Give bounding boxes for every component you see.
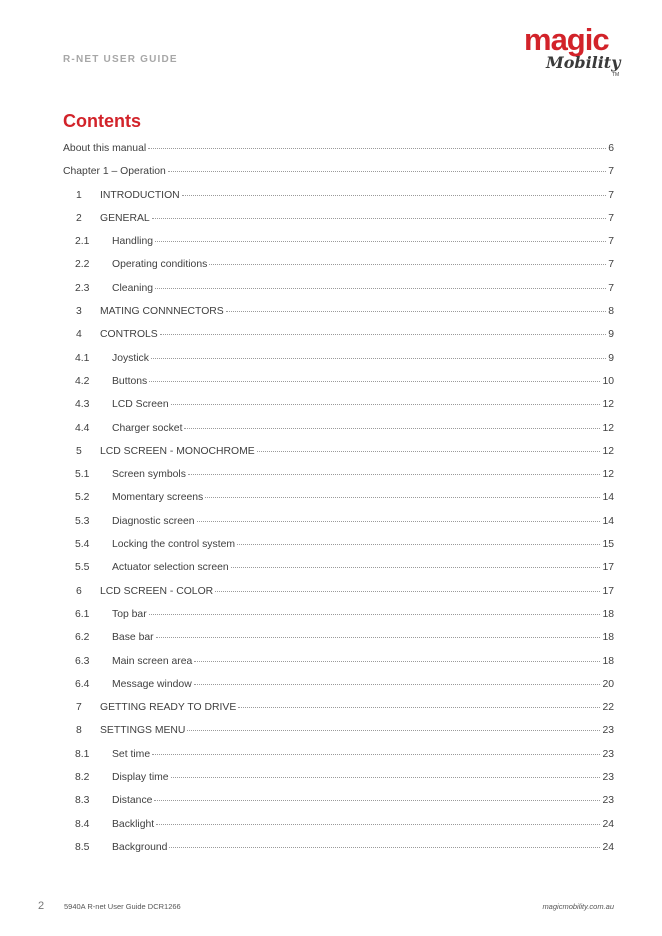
toc-entry-label: SETTINGS MENU bbox=[100, 725, 186, 737]
toc-entry-number: 5.2 bbox=[75, 492, 90, 504]
toc-entry[interactable] bbox=[63, 533, 614, 556]
toc-entry-label: Cleaning bbox=[112, 282, 154, 294]
toc-entry-label: Charger socket bbox=[112, 422, 183, 434]
toc-dot-leader bbox=[156, 824, 600, 825]
toc-dot-leader bbox=[205, 497, 600, 498]
toc-entry-label: Display time bbox=[112, 772, 169, 784]
toc-entry-number: 4.2 bbox=[75, 375, 90, 387]
table-of-contents bbox=[63, 137, 614, 859]
toc-dot-leader bbox=[169, 847, 600, 848]
toc-entry-label: Main screen area bbox=[112, 655, 193, 667]
toc-dot-leader bbox=[257, 451, 601, 452]
toc-entry-label: Actuator selection screen bbox=[112, 562, 229, 574]
toc-entry[interactable] bbox=[63, 277, 614, 300]
toc-entry[interactable] bbox=[63, 766, 614, 789]
toc-dot-leader bbox=[209, 264, 606, 265]
toc-dot-leader bbox=[171, 777, 601, 778]
toc-entry-number: 8.3 bbox=[75, 795, 90, 807]
toc-entry-page: 7 bbox=[608, 259, 614, 271]
toc-entry-page: 12 bbox=[602, 399, 614, 411]
toc-entry-number: 8 bbox=[76, 725, 82, 737]
toc-entry-page: 7 bbox=[608, 166, 614, 178]
toc-entry-number: 8.2 bbox=[75, 772, 90, 784]
toc-entry-number: 5.4 bbox=[75, 539, 90, 551]
toc-entry[interactable] bbox=[63, 323, 614, 346]
toc-entry-page: 7 bbox=[608, 189, 614, 201]
footer-document-id: 5940A R-net User Guide DCR1266 bbox=[64, 902, 181, 911]
toc-entry[interactable] bbox=[63, 789, 614, 812]
toc-entry-label: LCD SCREEN - MONOCHROME bbox=[100, 445, 255, 457]
toc-entry-page: 10 bbox=[602, 375, 614, 387]
toc-entry-label: Backlight bbox=[112, 818, 155, 830]
toc-dot-leader bbox=[168, 171, 606, 172]
toc-entry-label: Chapter 1 – Operation bbox=[63, 166, 166, 178]
toc-entry[interactable] bbox=[63, 603, 614, 626]
toc-entry[interactable] bbox=[63, 230, 614, 253]
toc-entry[interactable] bbox=[63, 253, 614, 276]
toc-entry-number: 4 bbox=[76, 329, 82, 341]
magic-mobility-logo bbox=[520, 24, 620, 82]
toc-dot-leader bbox=[149, 614, 601, 615]
toc-entry-number: 2.3 bbox=[75, 282, 90, 294]
toc-entry-page: 24 bbox=[602, 841, 614, 853]
toc-entry-number: 2.2 bbox=[75, 259, 90, 271]
toc-entry[interactable] bbox=[63, 393, 614, 416]
toc-entry[interactable] bbox=[63, 813, 614, 836]
toc-entry-label: CONTROLS bbox=[100, 329, 158, 341]
toc-entry-page: 23 bbox=[602, 748, 614, 760]
toc-entry-page: 12 bbox=[602, 469, 614, 481]
toc-entry[interactable] bbox=[63, 510, 614, 533]
toc-entry[interactable] bbox=[63, 160, 614, 183]
toc-entry-number: 1 bbox=[76, 189, 82, 201]
toc-entry[interactable] bbox=[63, 556, 614, 579]
toc-entry-label: About this manual bbox=[63, 143, 147, 154]
toc-entry[interactable] bbox=[63, 184, 614, 207]
toc-dot-leader bbox=[188, 474, 601, 475]
toc-entry[interactable] bbox=[63, 673, 614, 696]
toc-dot-leader bbox=[155, 288, 606, 289]
toc-entry[interactable] bbox=[63, 626, 614, 649]
toc-entry-number: 2.1 bbox=[75, 236, 90, 248]
logo-word: magic bbox=[524, 22, 609, 57]
toc-dot-leader bbox=[148, 148, 606, 149]
toc-entry-number: 8.5 bbox=[75, 841, 90, 853]
toc-entry-label: Set time bbox=[112, 748, 151, 760]
toc-entry-number: 5.1 bbox=[75, 469, 90, 481]
toc-dot-leader bbox=[155, 241, 606, 242]
toc-entry-page: 14 bbox=[602, 492, 614, 504]
toc-entry-number: 6.3 bbox=[75, 655, 90, 667]
toc-dot-leader bbox=[151, 358, 606, 359]
footer-website: magicmobility.com.au bbox=[542, 902, 614, 911]
toc-dot-leader bbox=[184, 428, 600, 429]
toc-entry-page: 17 bbox=[602, 562, 614, 574]
toc-entry[interactable] bbox=[63, 370, 614, 393]
toc-dot-leader bbox=[231, 567, 601, 568]
toc-entry[interactable] bbox=[63, 719, 614, 742]
toc-entry-label: Message window bbox=[112, 678, 192, 690]
toc-dot-leader bbox=[152, 754, 600, 755]
toc-dot-leader bbox=[182, 195, 607, 196]
toc-entry-page: 9 bbox=[608, 329, 614, 341]
toc-entry-label: LCD SCREEN - COLOR bbox=[100, 585, 214, 597]
toc-entry-label: GENERAL bbox=[100, 212, 150, 224]
toc-entry-number: 7 bbox=[76, 702, 82, 714]
toc-entry-number: 6 bbox=[76, 585, 82, 597]
toc-entry-label: Distance bbox=[112, 795, 153, 807]
toc-entry-number: 5.5 bbox=[75, 562, 90, 574]
toc-dot-leader bbox=[197, 521, 601, 522]
toc-dot-leader bbox=[187, 730, 600, 731]
toc-entry-page: 23 bbox=[602, 795, 614, 807]
toc-entry[interactable] bbox=[63, 836, 614, 859]
page-title: Contents bbox=[63, 111, 141, 131]
toc-entry-label: Buttons bbox=[112, 375, 148, 387]
toc-entry-page: 8 bbox=[608, 306, 614, 318]
toc-entry-number: 6.1 bbox=[75, 608, 90, 620]
toc-entry-label: Base bar bbox=[112, 632, 154, 644]
toc-entry-label: Top bar bbox=[112, 608, 147, 620]
toc-dot-leader bbox=[215, 591, 600, 592]
toc-dot-leader bbox=[194, 661, 600, 662]
toc-entry-page: 22 bbox=[602, 702, 614, 714]
toc-entry-page: 18 bbox=[602, 608, 614, 620]
toc-dot-leader bbox=[160, 334, 606, 335]
toc-entry-number: 4.1 bbox=[75, 352, 90, 364]
toc-entry-number: 6.4 bbox=[75, 678, 90, 690]
toc-dot-leader bbox=[152, 218, 607, 219]
toc-entry[interactable] bbox=[63, 417, 614, 440]
toc-dot-leader bbox=[154, 800, 600, 801]
toc-entry-number: 5.3 bbox=[75, 515, 90, 527]
toc-entry-page: 18 bbox=[602, 655, 614, 667]
toc-dot-leader bbox=[171, 404, 601, 405]
toc-entry-page: 20 bbox=[602, 678, 614, 690]
toc-entry[interactable] bbox=[63, 440, 614, 463]
footer-page-number: 2 bbox=[38, 900, 45, 912]
toc-entry-page: 12 bbox=[602, 445, 614, 457]
toc-entry-label: MATING CONNNECTORS bbox=[100, 306, 224, 318]
logo-script: Mobility bbox=[546, 53, 621, 72]
toc-entry[interactable] bbox=[63, 650, 614, 673]
toc-entry-label: Joystick bbox=[112, 352, 149, 364]
header-label: R-NET USER GUIDE bbox=[63, 54, 178, 65]
toc-entry-number: 4.4 bbox=[75, 422, 90, 434]
toc-entry[interactable] bbox=[63, 347, 614, 370]
toc-entry[interactable] bbox=[63, 463, 614, 486]
toc-dot-leader bbox=[194, 684, 601, 685]
toc-dot-leader bbox=[149, 381, 600, 382]
toc-entry[interactable] bbox=[63, 137, 614, 160]
toc-entry-page: 9 bbox=[608, 352, 614, 364]
toc-dot-leader bbox=[238, 707, 600, 708]
toc-entry-label: Operating conditions bbox=[112, 259, 208, 271]
toc-entry-page: 12 bbox=[602, 422, 614, 434]
toc-entry-number: 8.1 bbox=[75, 748, 90, 760]
toc-entry-label: Locking the control system bbox=[112, 539, 236, 551]
toc-entry-page: 24 bbox=[602, 818, 614, 830]
toc-dot-leader bbox=[237, 544, 600, 545]
toc-entry-number: 2 bbox=[76, 212, 82, 224]
toc-entry-number: 3 bbox=[76, 306, 82, 318]
toc-entry[interactable] bbox=[63, 207, 614, 230]
toc-entry-label: INTRODUCTION bbox=[100, 189, 180, 201]
toc-entry-page: 6 bbox=[608, 143, 614, 154]
logo-trademark: TM bbox=[612, 72, 620, 78]
toc-entry-number: 8.4 bbox=[75, 818, 90, 830]
toc-entry-page: 7 bbox=[608, 236, 614, 248]
toc-entry[interactable] bbox=[63, 696, 614, 719]
toc-entry-page: 23 bbox=[602, 772, 614, 784]
toc-entry-page: 7 bbox=[608, 212, 614, 224]
toc-entry-label: Momentary screens bbox=[112, 492, 204, 504]
toc-dot-leader bbox=[156, 637, 601, 638]
toc-entry-page: 17 bbox=[602, 585, 614, 597]
toc-entry-label: Screen symbols bbox=[112, 469, 186, 481]
toc-entry-label: Handling bbox=[112, 236, 154, 248]
toc-dot-leader bbox=[226, 311, 606, 312]
toc-entry-label: Diagnostic screen bbox=[112, 515, 195, 527]
toc-entry-label: LCD Screen bbox=[112, 399, 169, 411]
toc-entry-number: 4.3 bbox=[75, 399, 90, 411]
toc-entry[interactable] bbox=[63, 486, 614, 509]
toc-entry[interactable] bbox=[63, 300, 614, 323]
toc-entry-label: Background bbox=[112, 841, 168, 853]
toc-entry[interactable] bbox=[63, 743, 614, 766]
toc-entry-page: 14 bbox=[602, 515, 614, 527]
toc-entry-number: 5 bbox=[76, 445, 82, 457]
toc-entry-number: 6.2 bbox=[75, 632, 90, 644]
toc-entry-page: 23 bbox=[602, 725, 614, 737]
toc-entry-page: 7 bbox=[608, 282, 614, 294]
toc-entry[interactable] bbox=[63, 580, 614, 603]
toc-entry-page: 15 bbox=[602, 539, 614, 551]
toc-entry-label: GETTING READY TO DRIVE bbox=[100, 702, 237, 714]
toc-entry-page: 18 bbox=[602, 632, 614, 644]
